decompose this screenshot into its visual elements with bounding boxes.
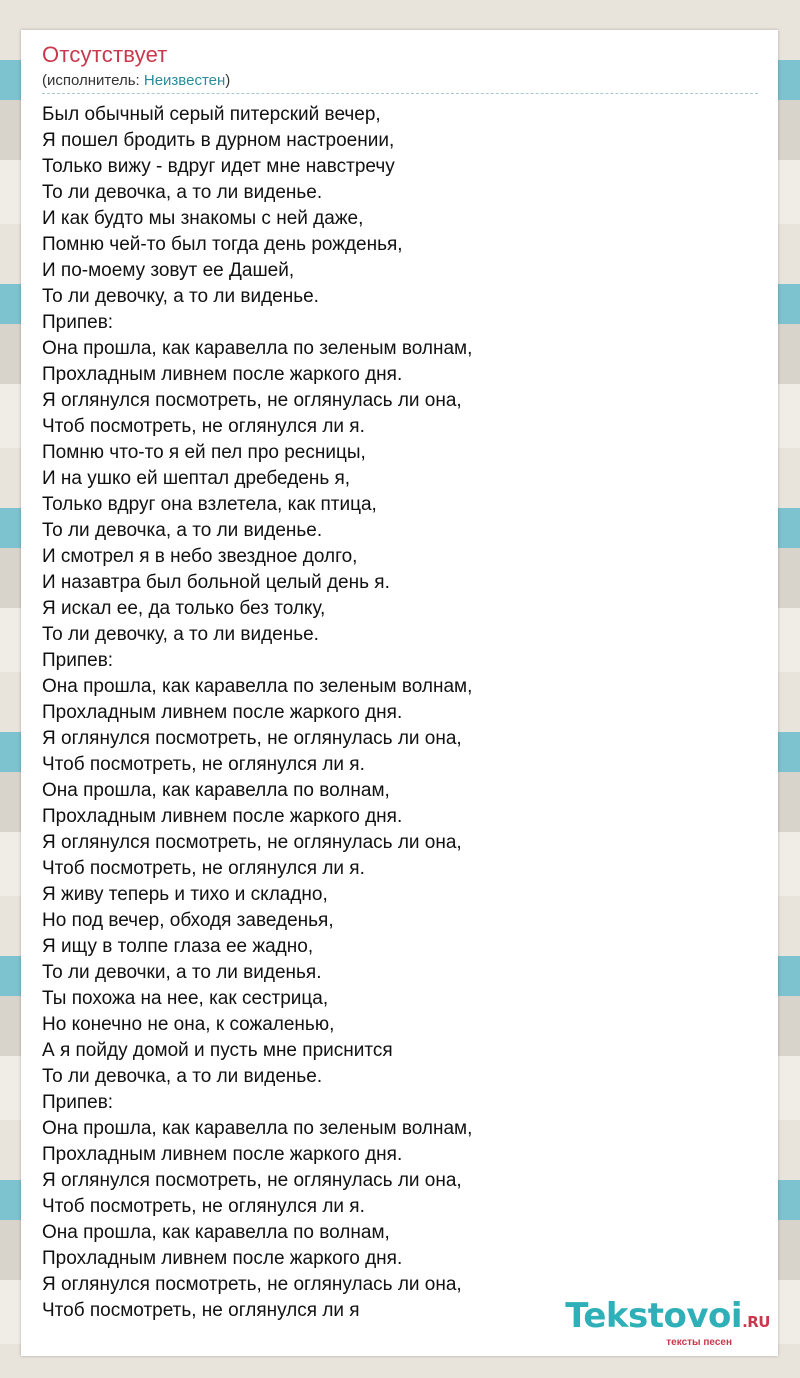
lyric-line: И по-моему зовут ее Дашей, xyxy=(42,260,295,281)
lyric-line: Чтоб посмотреть, не оглянулся ли я. xyxy=(42,416,365,437)
lyric-line: Чтоб посмотреть, не оглянулся ли я. xyxy=(42,1196,365,1217)
lyric-line: Чтоб посмотреть, не оглянулся ли я. xyxy=(42,754,365,775)
lyric-line: То ли девочка, а то ли виденье. xyxy=(42,520,323,541)
title-divider xyxy=(42,93,758,94)
lyric-line: Прохладным ливнем после жаркого дня. xyxy=(42,1248,403,1269)
lyric-line: То ли девочка, а то ли виденье. xyxy=(42,182,323,203)
lyric-line: Я оглянулся посмотреть, не оглянулась ли она, xyxy=(42,1170,462,1191)
artist-line xyxy=(42,72,230,89)
lyric-line: Прохладным ливнем после жаркого дня. xyxy=(42,702,403,723)
lyric-line: Чтоб посмотреть, не оглянулся ли я xyxy=(42,1300,360,1321)
lyric-line: То ли девочки, а то ли виденья. xyxy=(42,962,322,983)
lyric-line: Она прошла, как каравелла по зеленым волнам, xyxy=(42,1118,473,1139)
lyric-line: Она прошла, как каравелла по волнам, xyxy=(42,1222,390,1243)
logo-tld: .RU xyxy=(742,1313,770,1331)
lyric-line: Прохладным ливнем после жаркого дня. xyxy=(42,364,403,385)
lyric-line: Прохладным ливнем после жаркого дня. xyxy=(42,1144,403,1165)
lyric-line: Припев: xyxy=(42,312,114,333)
lyric-line: И как будто мы знакомы с ней даже, xyxy=(42,208,364,229)
lyric-line: Я ищу в толпе глаза ее жадно, xyxy=(42,936,314,957)
lyrics-card xyxy=(21,30,778,1356)
lyric-line: Припев: xyxy=(42,1092,114,1113)
lyric-line: Она прошла, как каравелла по зеленым волнам, xyxy=(42,676,473,697)
logo-subtitle: тексты песен xyxy=(666,1337,732,1348)
lyric-line: Я оглянулся посмотреть, не оглянулась ли она, xyxy=(42,1274,462,1295)
lyrics-text xyxy=(42,102,472,1324)
lyric-line: Помню что-то я ей пел про ресницы, xyxy=(42,442,366,463)
lyric-line: Помню чей-то был тогда день рожденья, xyxy=(42,234,403,255)
lyric-line: Но под вечер, обходя заведенья, xyxy=(42,910,334,931)
lyric-line: Я оглянулся посмотреть, не оглянулась ли она, xyxy=(42,390,462,411)
artist-suffix: ) xyxy=(225,72,231,89)
lyric-line: Я искал ее, да только без толку, xyxy=(42,598,326,619)
lyric-line: А я пойду домой и пусть мне приснится xyxy=(42,1040,393,1061)
artist-prefix: (исполнитель: xyxy=(42,72,144,89)
lyric-line: Ты похожа на нее, как сестрица, xyxy=(42,988,329,1009)
lyric-line: Был обычный серый питерский вечер, xyxy=(42,104,381,125)
lyric-line: Я оглянулся посмотреть, не оглянулась ли она, xyxy=(42,832,462,853)
lyric-line: Я оглянулся посмотреть, не оглянулась ли она, xyxy=(42,728,462,749)
lyric-line: Прохладным ливнем после жаркого дня. xyxy=(42,806,403,827)
lyric-line: Припев: xyxy=(42,650,114,671)
site-logo[interactable] xyxy=(565,1296,770,1348)
lyric-line: Я живу теперь и тихо и складно, xyxy=(42,884,328,905)
song-title: Отсутствует xyxy=(42,42,168,67)
lyric-line: Она прошла, как каравелла по зеленым волнам, xyxy=(42,338,473,359)
lyric-line: Только вдруг она взлетела, как птица, xyxy=(42,494,377,515)
lyric-line: Она прошла, как каравелла по волнам, xyxy=(42,780,390,801)
lyric-line: Чтоб посмотреть, не оглянулся ли я. xyxy=(42,858,365,879)
lyric-line: И на ушко ей шептал дребедень я, xyxy=(42,468,351,489)
lyric-line: Но конечно не она, к сожаленью, xyxy=(42,1014,335,1035)
lyric-line: Только вижу - вдруг идет мне навстречу xyxy=(42,156,395,177)
logo-wordmark xyxy=(565,1296,770,1339)
lyric-line: И назавтра был больной целый день я. xyxy=(42,572,390,593)
lyric-line: Я пошел бродить в дурном настроении, xyxy=(42,130,395,151)
logo-name: Tekstovoi xyxy=(565,1296,743,1336)
lyric-line: То ли девочку, а то ли виденье. xyxy=(42,286,319,307)
lyric-line: То ли девочку, а то ли виденье. xyxy=(42,624,319,645)
artist-link[interactable]: Неизвестен xyxy=(143,72,226,89)
lyric-line: И смотрел я в небо звездное долго, xyxy=(42,546,358,567)
lyric-line: То ли девочка, а то ли виденье. xyxy=(42,1066,323,1087)
